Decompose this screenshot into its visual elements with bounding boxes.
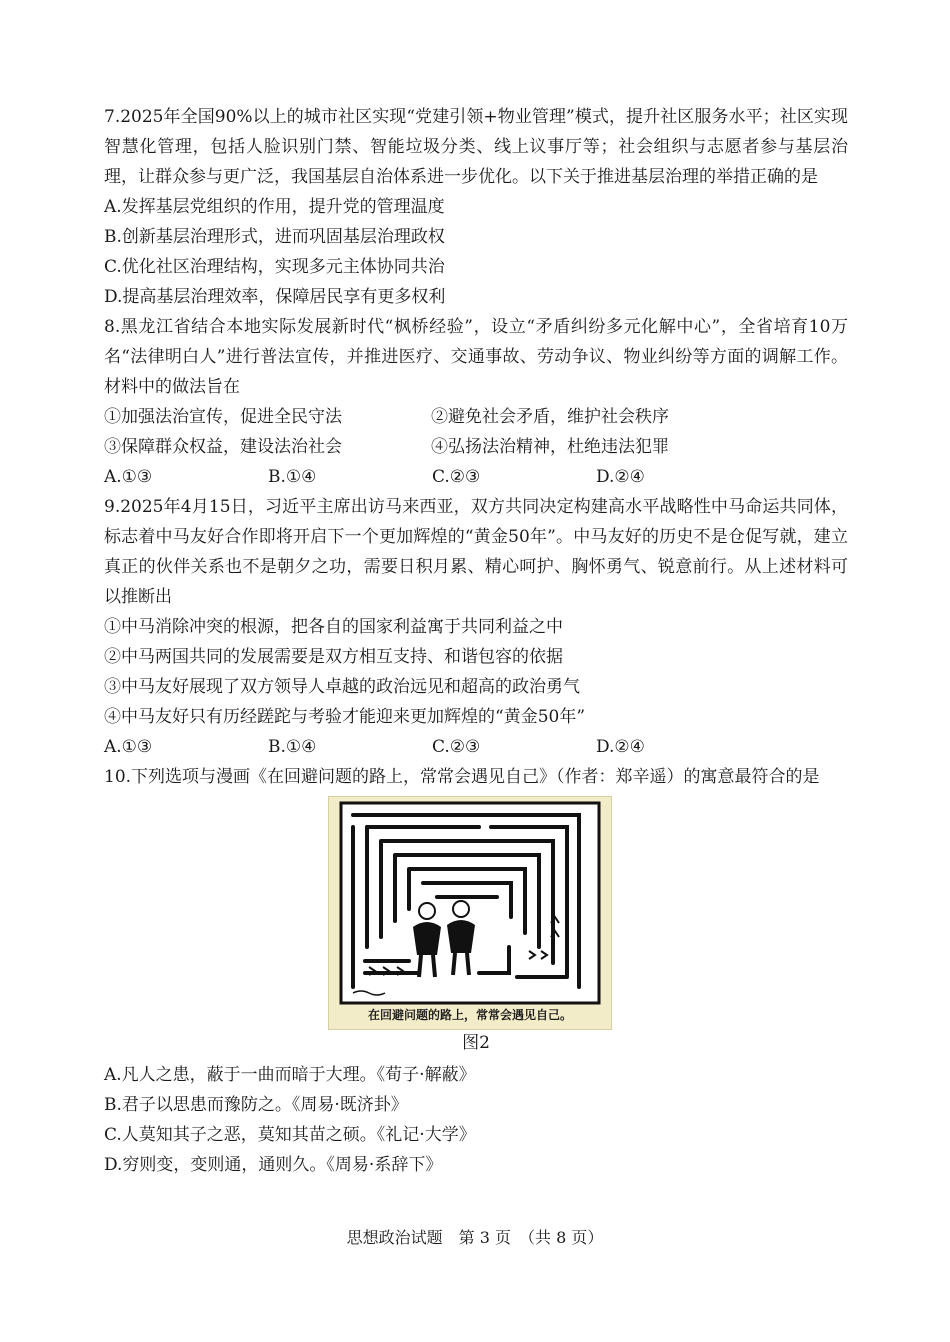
q8-items-row-1 xyxy=(104,402,848,432)
cartoon-caption: 在回避问题的路上，常常会遇见自己。 xyxy=(367,1008,572,1022)
q7-option-b: B.创新基层治理形式，进而巩固基层治理政权 xyxy=(104,227,445,247)
q8-stem: 8.黑龙江省结合本地实际发展新时代“枫桥经验”，设立“矛盾纠纷多元化解中心”，全省培育10万名“法律明白人”进行普法宣传，并推进医疗、交通事故、劳动争议、物业纠纷等方面的调解工作。材料中的做法旨在 xyxy=(104,317,848,397)
q10-stem: 10.下列选项与漫画《在回避问题的路上，常常会遇见自己》（作者：郑辛遥）的寓意最符合的是 xyxy=(104,767,820,787)
q9-option-b: B.①④ xyxy=(268,737,317,757)
figure-label: 图2 xyxy=(462,1033,490,1053)
q8-option-b: B.①④ xyxy=(268,467,317,487)
page-content xyxy=(104,102,848,1180)
q9-option-d: D.②④ xyxy=(596,737,645,757)
page-footer: 思想政治试题 第 3 页 （共 8 页） xyxy=(346,1228,604,1247)
q10-option-c: C.人莫知其子之恶，莫知其苗之硕。《礼记·大学》 xyxy=(104,1125,476,1145)
maze-cartoon-illustration xyxy=(329,797,611,1029)
figure-block xyxy=(104,792,848,1060)
q9-item-2: ②中马两国共同的发展需要是双方相互支持、和谐包容的依据 xyxy=(104,647,563,667)
q9-item-3: ③中马友好展现了双方领导人卓越的政治远见和超高的政治勇气 xyxy=(104,677,580,697)
q8-item-2: ②避免社会矛盾，维护社会秩序 xyxy=(431,407,669,427)
maze-cartoon-image xyxy=(328,796,612,1030)
q8-option-c: C.②③ xyxy=(432,467,481,487)
q9-option-a: A.①③ xyxy=(104,737,153,757)
q7-option-a: A.发挥基层党组织的作用，提升党的管理温度 xyxy=(104,197,445,217)
q9-item-1: ①中马消除冲突的根源，把各自的国家利益寓于共同利益之中 xyxy=(104,617,563,637)
q9-item-4: ④中马友好只有历经蹉跎与考验才能迎来更加辉煌的“黄金50年” xyxy=(104,707,586,727)
q9-option-c: C.②③ xyxy=(432,737,481,757)
q8-item-1: ①加强法治宣传，促进全民守法 xyxy=(104,407,342,427)
q8-option-a: A.①③ xyxy=(104,467,153,487)
q8-item-3: ③保障群众权益，建设法治社会 xyxy=(104,437,342,457)
q10-option-b: B.君子以思患而豫防之。《周易·既济卦》 xyxy=(104,1095,408,1115)
q9-stem: 9.2025年4月15日，习近平主席出访马来西亚，双方共同决定构建高水平战略性中马命运共同体，标志着中马友好合作即将开启下一个更加辉煌的“黄金50年”。中马友好的历史不是仓促写就，建立真正的伙伴关系也不是朝夕之功，需要日积月累、精心呵护、胸怀勇气、锐意前行。从上述材料可以推断出 xyxy=(104,497,848,607)
q7-option-c: C.优化社区治理结构，实现多元主体协同共治 xyxy=(104,257,445,277)
q8-items-row-2 xyxy=(104,432,848,462)
q8-item-4: ④弘扬法治精神，杜绝违法犯罪 xyxy=(431,437,669,457)
q8-options-row xyxy=(104,462,848,492)
q8-option-d: D.②④ xyxy=(596,467,645,487)
q10-option-d: D.穷则变，变则通，通则久。《周易·系辞下》 xyxy=(104,1155,443,1175)
q10-option-a: A.凡人之患，蔽于一曲而暗于大理。《荀子·解蔽》 xyxy=(104,1065,476,1085)
q7-stem: 7.2025年全国90%以上的城市社区实现“党建引领+物业管理”模式，提升社区服务水平；社区实现智慧化管理，包括人脸识别门禁、智能垃圾分类、线上议事厅等；社会组织与志愿者参与基层治理，让群众参与更广泛，我国基层自治体系进一步优化。以下关于推进基层治理的举措正确的是 xyxy=(104,107,848,187)
q7-option-d: D.提高基层治理效率，保障居民享有更多权利 xyxy=(104,287,446,307)
q9-options-row xyxy=(104,732,848,762)
